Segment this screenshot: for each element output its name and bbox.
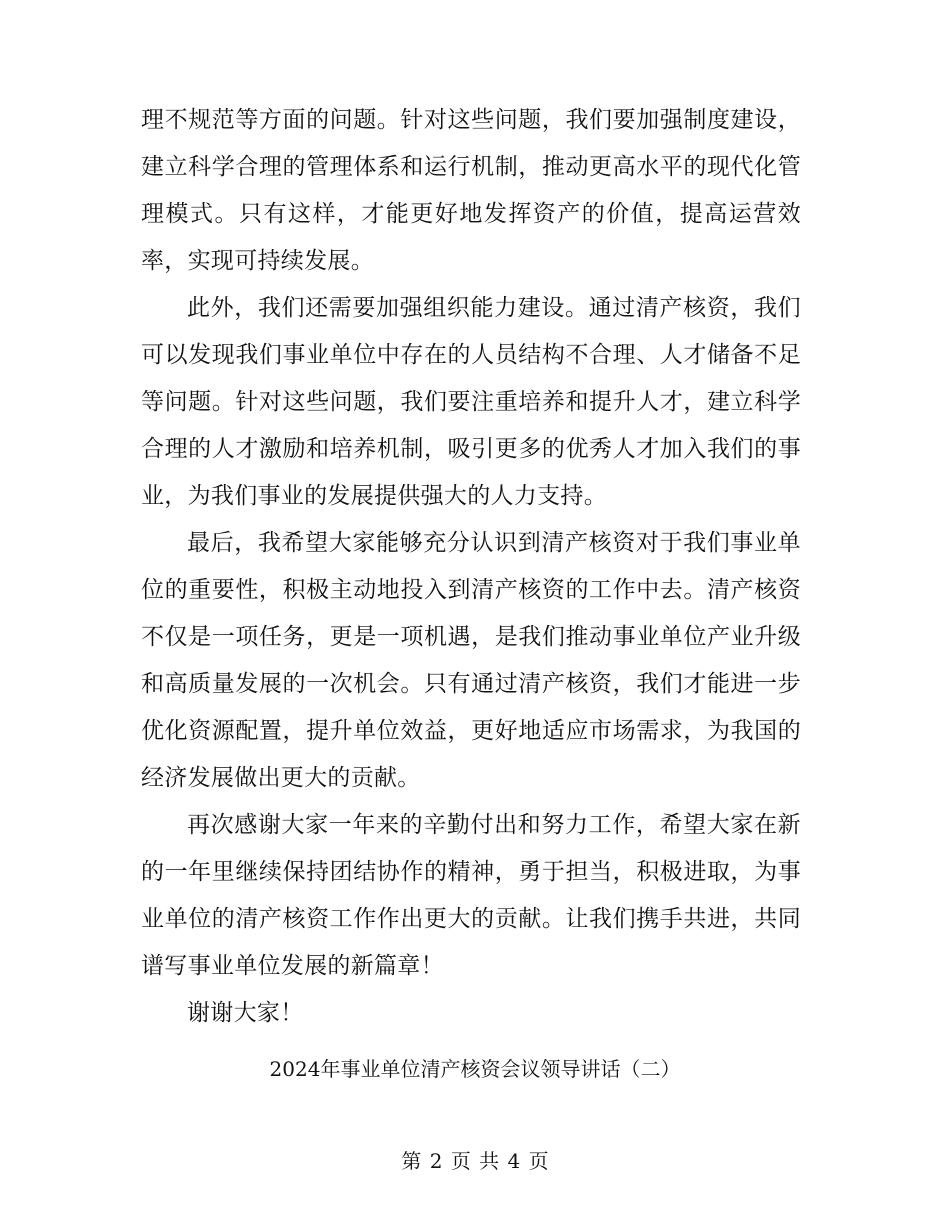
page-number-footer: 第 2 页 共 4 页: [401, 1149, 549, 1173]
document-body: [141, 97, 801, 1037]
paragraph-closing: 谢谢大家！: [187, 1000, 304, 1026]
paragraph-thanks: 再次感谢大家一年来的辛勤付出和努力工作，希望大家在新的一年里继续保持团结协作的精神，勇于担当，积极进取，为事业单位的清产核资工作作出更大的贡献。让我们携手共进，共同谱写事业单位发展的新篇章！: [141, 812, 801, 979]
paragraph-organization: 此外，我们还需要加强组织能力建设。通过清产核资，我们可以发现我们事业单位中存在的人员结构不合理、人才储备不足等问题。针对这些问题，我们要注重培养和提升人才，建立科学合理的人才激励和培养机制，吸引更多的优秀人才加入我们的事业，为我们事业的发展提供强大的人力支持。: [141, 295, 801, 509]
section-title: 2024年事业单位清产核资会议领导讲话（二）: [269, 1057, 681, 1081]
paragraph-conclusion: 最后，我希望大家能够充分认识到清产核资对于我们事业单位的重要性，积极主动地投入到清产核资的工作中去。清产核资不仅是一项任务，更是一项机遇，是我们推动事业单位产业升级和高质量发展的一次机会。只有通过清产核资，我们才能进一步优化资源配置，提升单位效益，更好地适应市场需求，为我国的经济发展做出更大的贡献。: [141, 530, 801, 791]
paragraph-continuation: 理不规范等方面的问题。针对这些问题，我们要加强制度建设，建立科学合理的管理体系和运行机制，推动更高水平的现代化管理模式。只有这样，才能更好地发挥资产的价值，提高运营效率，实现可持续发展。: [141, 107, 801, 274]
